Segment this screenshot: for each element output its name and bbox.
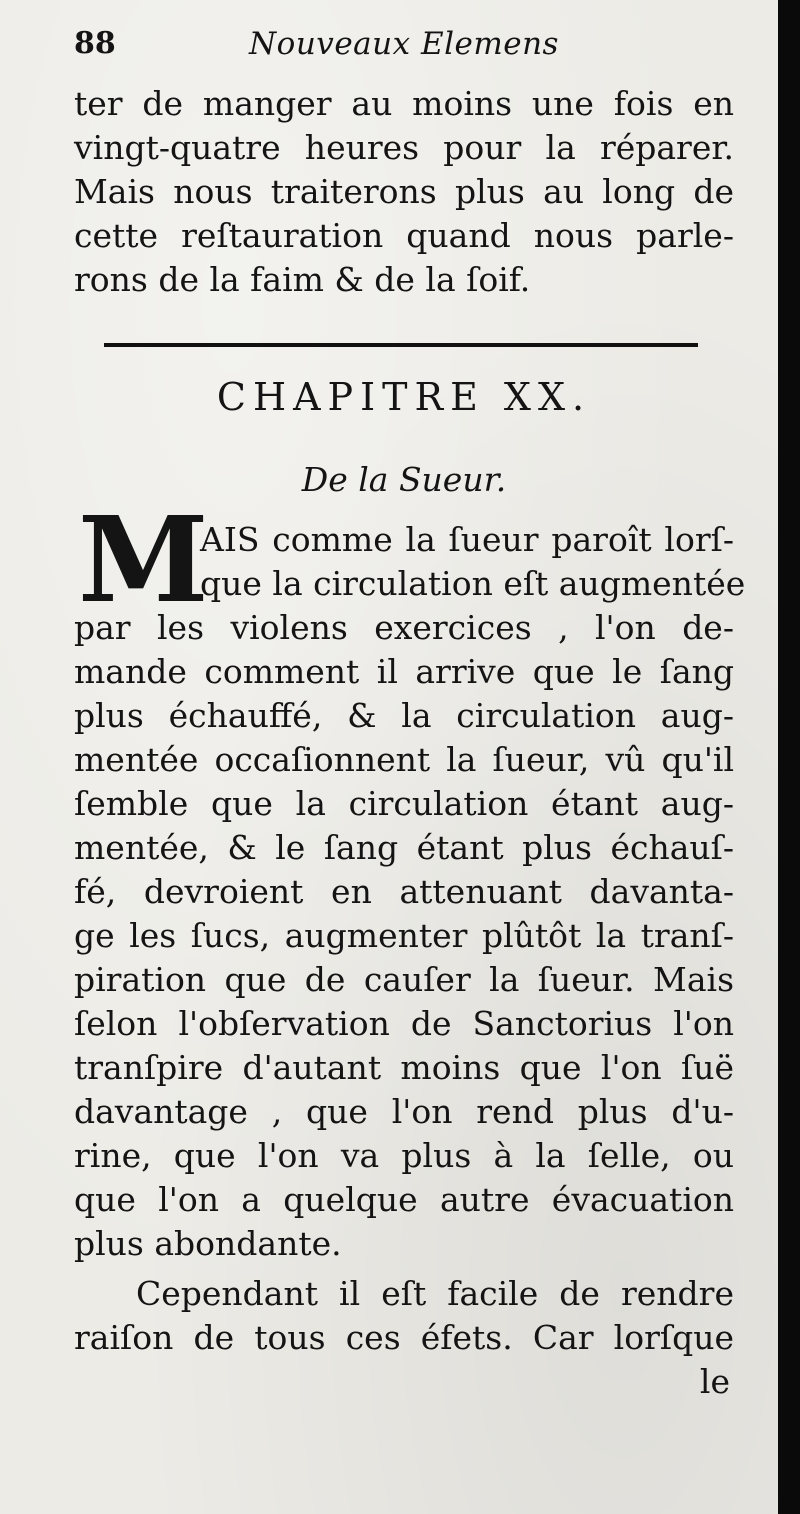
running-head: Nouveaux Elemens [249, 26, 559, 62]
text-line: mande comment il arrive que le ſang [74, 652, 734, 691]
text-line: rons de la faim & de la ſoif. [74, 260, 531, 299]
text-line: Cependant il eſt facile de rendre [136, 1274, 734, 1313]
text-line: fé, devroient en attenuant davanta- [74, 872, 734, 911]
text-line: plus échauffé, & la circulation aug- [74, 696, 734, 735]
chapter-subtitle: De la Sueur. [301, 460, 507, 499]
text-line: rine, que l'on va plus à la ſelle, ou [74, 1136, 734, 1175]
text-line: par les violens exercices , l'on de- [74, 608, 734, 647]
page-number: 88 [74, 26, 116, 61]
text-line: AIS comme la ſueur paroît lorſ- [200, 520, 734, 559]
text-line: ter de manger au moins une fois en [74, 84, 734, 123]
text-line: plus abondante. [74, 1224, 342, 1263]
text-line: Mais nous traiterons plus au long de [74, 172, 734, 211]
text-line: ſemble que la circulation étant aug- [74, 784, 734, 823]
catchword: le [699, 1362, 730, 1401]
text-line: ſelon l'obſervation de Sanctorius l'on [74, 1004, 734, 1043]
text-line: que la circulation eſt augmentée [200, 564, 746, 603]
text-line: raiſon de tous ces éfets. Car lorſque [74, 1318, 734, 1357]
section-divider-rule [104, 343, 698, 347]
page-header [74, 22, 734, 70]
text-line: mentée occaſionnent la ſueur, vû qu'il [74, 740, 734, 779]
text-line: cette reſtauration quand nous parle- [74, 216, 734, 255]
text-line: tranſpire d'autant moins que l'on ſuë [74, 1048, 734, 1087]
drop-cap: M [78, 490, 209, 629]
text-line: davantage , que l'on rend plus d'u- [74, 1092, 734, 1131]
text-line: vingt-quatre heures pour la réparer. [74, 128, 734, 167]
text-line: que l'on a quelque autre évacuation [74, 1180, 734, 1219]
text-line: mentée, & le ſang étant plus échauſ- [74, 828, 734, 867]
text-line: piration que de cauſer la ſueur. Mais [74, 960, 734, 999]
text-line: ge les ſucs, augmenter plûtôt la tranſ- [74, 916, 734, 955]
chapter-title: CHAPITRE XX. [216, 375, 592, 419]
